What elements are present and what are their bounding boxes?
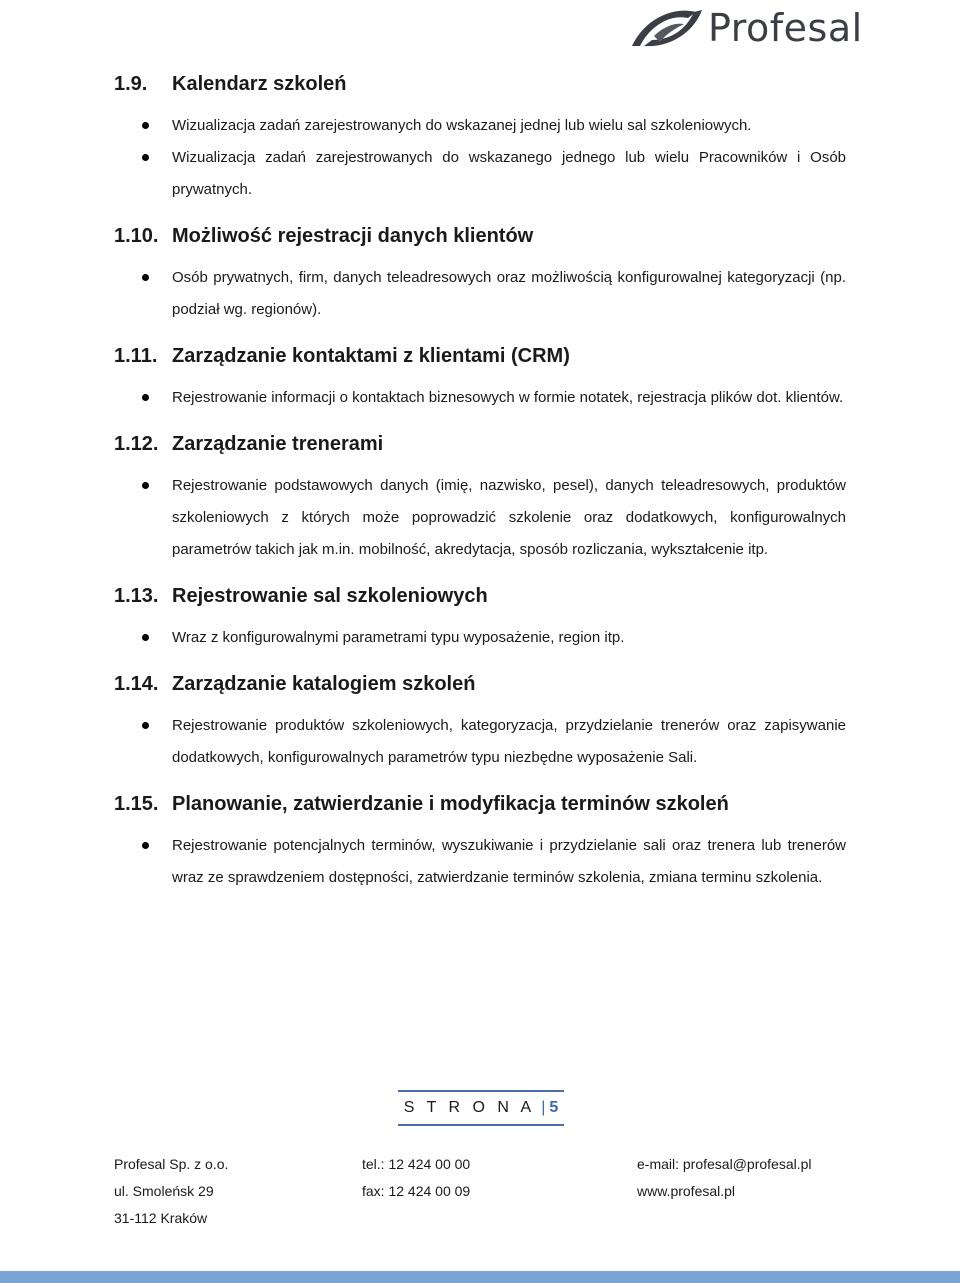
footer-company: Profesal Sp. z o.o.: [114, 1155, 229, 1172]
section: [114, 580, 846, 654]
section: [114, 340, 846, 414]
section-title: Rejestrowanie sal szkoleniowych: [172, 584, 488, 607]
list-item: [114, 142, 846, 206]
bullet-icon: [142, 122, 149, 129]
bullet-icon: [142, 154, 149, 161]
section-spacer: [114, 894, 846, 908]
section: [114, 428, 846, 566]
section: [114, 668, 846, 774]
list-item: [114, 710, 846, 774]
section-heading: [114, 788, 846, 820]
bullet-list: [114, 622, 846, 654]
footer-street: ul. Smoleńsk 29: [114, 1182, 214, 1199]
section-title: Kalendarz szkoleń: [172, 72, 347, 95]
section-spacer: [114, 774, 846, 788]
bullet-icon: [142, 394, 149, 401]
list-item: [114, 262, 846, 326]
bullet-icon: [142, 722, 149, 729]
list-item-text: Wizualizacja zadań zarejestrowanych do wskazanej jednej lub wielu sal szkoleniowych.: [172, 117, 752, 134]
list-item-text: Osób prywatnych, firm, danych teleadresowych oraz możliwością konfigurowalnej kategoryzacji (np. podział wg. regionów).: [172, 269, 846, 318]
bottom-accent-bar: [0, 1271, 960, 1283]
section-number: 1.13.: [114, 584, 159, 607]
bullet-list: [114, 382, 846, 414]
bullet-list: [114, 710, 846, 774]
section-title: Zarządzanie katalogiem szkoleń: [172, 672, 476, 695]
footer-fax: fax: 12 424 00 09: [362, 1182, 471, 1199]
list-item-text: Wizualizacja zadań zarejestrowanych do wskazanego jednego lub wielu Pracowników i Osób prywatnych.: [172, 149, 846, 198]
bullet-icon: [142, 842, 149, 849]
list-item-text: Wraz z konfigurowalnymi parametrami typu wyposażenie, region itp.: [172, 629, 625, 646]
list-item: [114, 470, 846, 566]
footer-phone: tel.: 12 424 00 00: [362, 1155, 471, 1172]
bullet-list: [114, 830, 846, 894]
section-heading: [114, 68, 846, 100]
list-item: [114, 110, 846, 142]
section-title: Zarządzanie trenerami: [172, 432, 384, 455]
section-number: 1.12.: [114, 432, 159, 455]
section-number: 1.11.: [114, 344, 158, 367]
section-title: Możliwość rejestracji danych klientów: [172, 224, 534, 247]
bullet-icon: [142, 482, 149, 489]
profesal-logo-icon: [624, 2, 710, 54]
list-item: [114, 382, 846, 414]
section: [114, 788, 846, 894]
page-number: 5: [549, 1099, 559, 1116]
bullet-list: [114, 262, 846, 326]
section-spacer: [114, 414, 846, 428]
section-heading: [114, 428, 846, 460]
section-number: 1.10.: [114, 224, 159, 247]
footer-website: www.profesal.pl: [637, 1182, 736, 1199]
bullet-list: [114, 110, 846, 206]
section-heading: [114, 668, 846, 700]
list-item-text: Rejestrowanie informacji o kontaktach biznesowych w formie notatek, rejestracja plików dot. klientów.: [172, 389, 844, 406]
section-spacer: [114, 326, 846, 340]
section-number: 1.15.: [114, 792, 159, 815]
footer-city: 31-112 Kraków: [114, 1209, 208, 1226]
page-label: S T R O N A: [403, 1099, 536, 1116]
section-title: Planowanie, zatwierdzanie i modyfikacja terminów szkoleń: [172, 792, 729, 815]
section-title: Zarządzanie kontaktami z klientami (CRM): [172, 344, 570, 367]
section: [114, 220, 846, 326]
profesal-logo: [624, 2, 863, 54]
list-item-text: Rejestrowanie podstawowych danych (imię, nazwisko, pesel), danych teleadresowych, produktów szkoleniowych z których może poprowadzić szkolenie oraz dodatkowych, konfigurowalnych parametrów takich jak m.in. mobilność, akredytacja, sposób rozliczania, wykształcenie itp.: [172, 477, 846, 558]
section-heading: [114, 580, 846, 612]
bullet-list: [114, 470, 846, 566]
footer: [114, 1150, 854, 1231]
page-number-box: [398, 1090, 564, 1126]
section-number: 1.14.: [114, 672, 159, 695]
section-spacer: [114, 206, 846, 220]
section-spacer: [114, 654, 846, 668]
list-item: [114, 830, 846, 894]
section-heading: [114, 220, 846, 252]
page-separator: |: [541, 1099, 546, 1116]
document-body: [114, 68, 846, 908]
list-item-text: Rejestrowanie produktów szkoleniowych, kategoryzacja, przydzielanie trenerów oraz zapisywanie dodatkowych, konfigurowalnych parametrów typu niezbędne wyposażenie Sali.: [172, 717, 846, 766]
section-spacer: [114, 566, 846, 580]
section: [114, 68, 846, 206]
logo-text: Profesal: [708, 6, 863, 50]
footer-email: e-mail: profesal@profesal.pl: [637, 1155, 812, 1172]
section-heading: [114, 340, 846, 372]
bullet-icon: [142, 274, 149, 281]
section-number: 1.9.: [114, 72, 148, 95]
list-item-text: Rejestrowanie potencjalnych terminów, wyszukiwanie i przydzielanie sali oraz trenera lub trenerów wraz ze sprawdzeniem dostępności, zatwierdzanie terminów szkolenia, zmiana terminu szkolenia.: [172, 837, 846, 886]
bullet-icon: [142, 634, 149, 641]
list-item: [114, 622, 846, 654]
